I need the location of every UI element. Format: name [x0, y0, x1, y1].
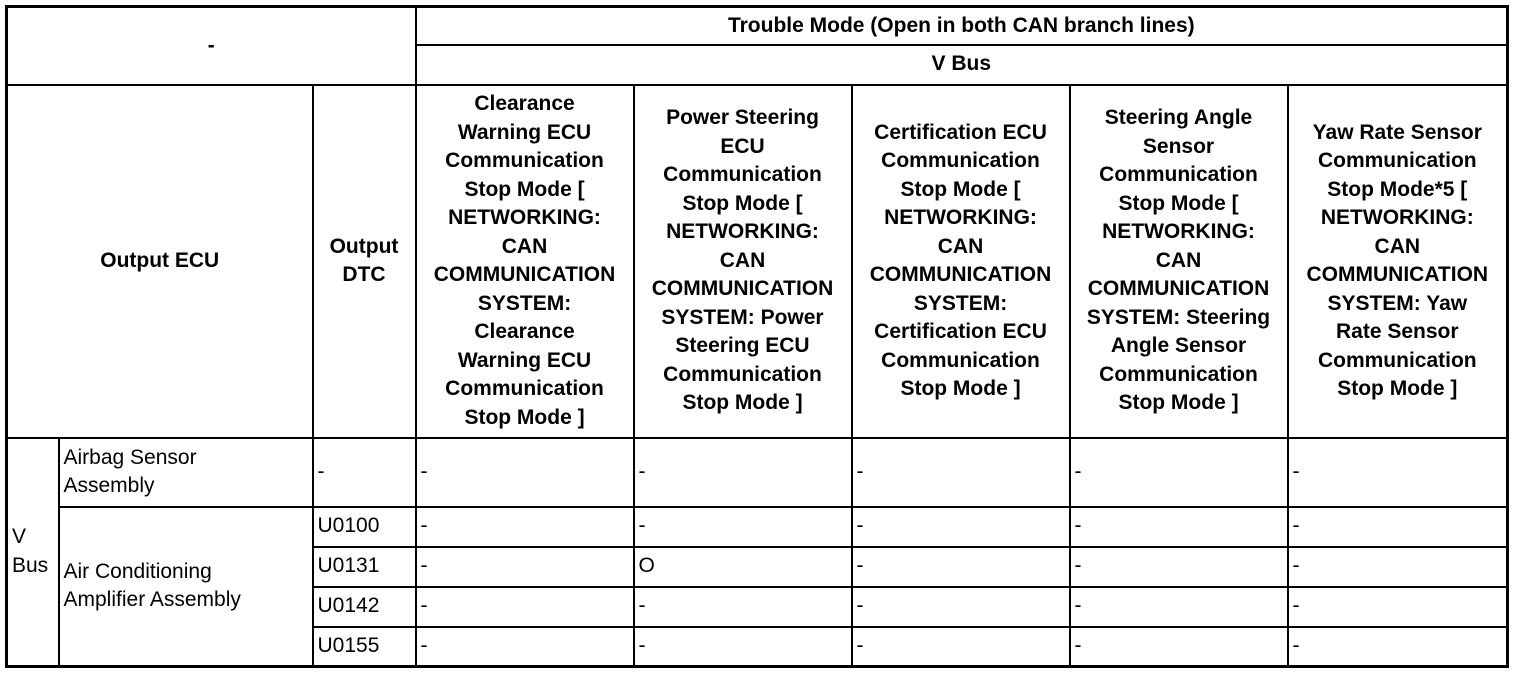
output-dtc-line: DTC [342, 263, 386, 286]
mode-header-line: Stop Mode ] [1118, 391, 1239, 415]
mode-header-certification [852, 85, 1070, 438]
mode-header-line: COMMUNICATION [869, 263, 1052, 286]
mode-cell: - [1070, 587, 1288, 627]
mode-header-line: Stop Mode ] [464, 405, 585, 429]
mode-cell: - [1288, 507, 1508, 547]
mode-cell: - [1070, 547, 1288, 587]
mode-header-line: Warning ECU [457, 348, 592, 372]
mode-header-line: CAN [1374, 234, 1421, 258]
dtc-cell: U0131 [313, 547, 416, 587]
mode-cell: - [1288, 547, 1508, 587]
mode-header-line: Certification ECU [874, 320, 1047, 343]
mode-header-line: Stop Mode [ [1118, 191, 1239, 215]
ecu-line: Air Conditioning [63, 559, 212, 583]
bus-label-cell [7, 438, 59, 667]
mode-header-line: Communication [663, 163, 822, 187]
mode-header-line: Sensor [1142, 134, 1215, 158]
mode-cell: - [852, 627, 1070, 667]
mode-cell: - [416, 587, 634, 627]
mode-header-line: CAN [719, 248, 766, 272]
mode-header-line: Communication [1099, 163, 1258, 187]
mode-cell: - [1070, 438, 1288, 507]
mode-header-line: Communication [1099, 362, 1258, 386]
mode-header-line: SYSTEM: Steering [1086, 305, 1271, 329]
mode-header-line: Angle Sensor [1110, 334, 1247, 358]
mode-header-line: Clearance [474, 320, 575, 343]
ecu-line: Assembly [63, 474, 155, 497]
mode-header-line: Stop Mode [ [464, 177, 585, 201]
ecu-line: Airbag Sensor [63, 445, 197, 469]
mode-cell: - [416, 438, 634, 507]
output-dtc-line: Output [329, 234, 399, 258]
mode-header-line: SYSTEM: Power [661, 305, 824, 329]
dtc-table-frame [5, 5, 1509, 668]
mode-header-line: NETWORKING: [884, 206, 1037, 229]
mode-header-line: Steering Angle [1104, 106, 1253, 130]
mode-header-steering-angle [1070, 85, 1288, 438]
dtc-cell: U0142 [313, 587, 416, 627]
mode-header-line: Power Steering [666, 106, 819, 130]
mode-header-line: CAN [937, 234, 984, 258]
mode-cell: - [634, 438, 852, 507]
mode-header-line: Stop Mode ] [1337, 377, 1458, 400]
mode-header-line: NETWORKING: [666, 220, 819, 244]
mode-header-line: COMMUNICATION [651, 277, 834, 301]
table-row [7, 507, 1508, 547]
table-row [7, 438, 1508, 507]
mode-header-power-steering [634, 85, 852, 438]
mode-cell: - [634, 507, 852, 547]
mode-header-line: Communication [445, 149, 604, 172]
mode-cell: - [1070, 507, 1288, 547]
mode-header-line: Communication [445, 377, 604, 400]
mode-cell: - [852, 438, 1070, 507]
mode-header-line: Clearance [474, 92, 575, 115]
mode-cell-output-mark: O [634, 547, 852, 587]
dtc-table [5, 5, 1509, 668]
dtc-cell: U0155 [313, 627, 416, 667]
mode-header-line: Communication [881, 348, 1040, 372]
mode-cell: - [416, 507, 634, 547]
mode-header-line: NETWORKING: [448, 206, 601, 229]
mode-header-line: Stop Mode*5 [ [1327, 177, 1468, 201]
output-dtc-header [313, 85, 416, 438]
mode-cell: - [852, 587, 1070, 627]
mode-header-line: NETWORKING: [1102, 220, 1255, 244]
mode-cell: - [1288, 587, 1508, 627]
mode-header-line: Stop Mode [ [682, 191, 803, 215]
dtc-cell: - [313, 438, 416, 507]
mode-header-line: Steering ECU [675, 334, 810, 358]
mode-header-line: COMMUNICATION [433, 263, 616, 286]
mode-cell: - [1070, 627, 1288, 667]
mode-header-line: Communication [1317, 149, 1477, 172]
mode-header-line: NETWORKING: [1320, 206, 1474, 229]
mode-header-line: COMMUNICATION [1306, 263, 1489, 286]
mode-header-line: SYSTEM: Yaw [1327, 291, 1468, 315]
ecu-line: Amplifier Assembly [63, 588, 241, 612]
mode-header-line: CAN [501, 234, 548, 258]
mode-cell: - [634, 587, 852, 627]
mode-cell: - [1288, 627, 1508, 667]
corner-cell: - [7, 7, 416, 85]
mode-header-line: CAN [1155, 248, 1202, 272]
mode-header-yaw-rate [1288, 85, 1508, 438]
ecu-cell-air-conditioning [59, 507, 313, 667]
output-ecu-header: Output ECU [7, 85, 313, 438]
ecu-cell-airbag [59, 438, 313, 507]
bus-label-line: V [12, 525, 27, 549]
mode-header-line: Communication [663, 362, 822, 386]
mode-header-line: Stop Mode ] [900, 377, 1021, 400]
mode-header-line: Warning ECU [457, 120, 592, 144]
mode-cell: - [852, 507, 1070, 547]
mode-header-line: SYSTEM: [477, 291, 572, 315]
mode-header-line: COMMUNICATION [1087, 277, 1270, 301]
mode-header-line: Certification ECU [874, 120, 1047, 144]
mode-header-clearance-warning [416, 85, 634, 438]
mode-cell: - [852, 547, 1070, 587]
mode-header-line: ECU [720, 134, 765, 158]
bus-label-line: Bus [12, 553, 49, 577]
mode-header-line: Yaw Rate Sensor [1312, 120, 1482, 144]
bus-header: V Bus [416, 45, 1508, 85]
mode-cell: - [634, 627, 852, 667]
mode-header-line: Communication [881, 149, 1040, 172]
mode-header-line: Stop Mode ] [682, 391, 803, 415]
mode-cell: - [416, 547, 634, 587]
dtc-cell: U0100 [313, 507, 416, 547]
mode-cell: - [416, 627, 634, 667]
mode-cell: - [1288, 438, 1508, 507]
trouble-mode-header: Trouble Mode (Open in both CAN branch lines) [416, 7, 1508, 45]
mode-header-line: Rate Sensor [1336, 320, 1459, 343]
mode-header-line: Communication [1317, 348, 1477, 372]
mode-header-line: Stop Mode [ [900, 177, 1021, 201]
mode-header-line: SYSTEM: [913, 291, 1008, 315]
